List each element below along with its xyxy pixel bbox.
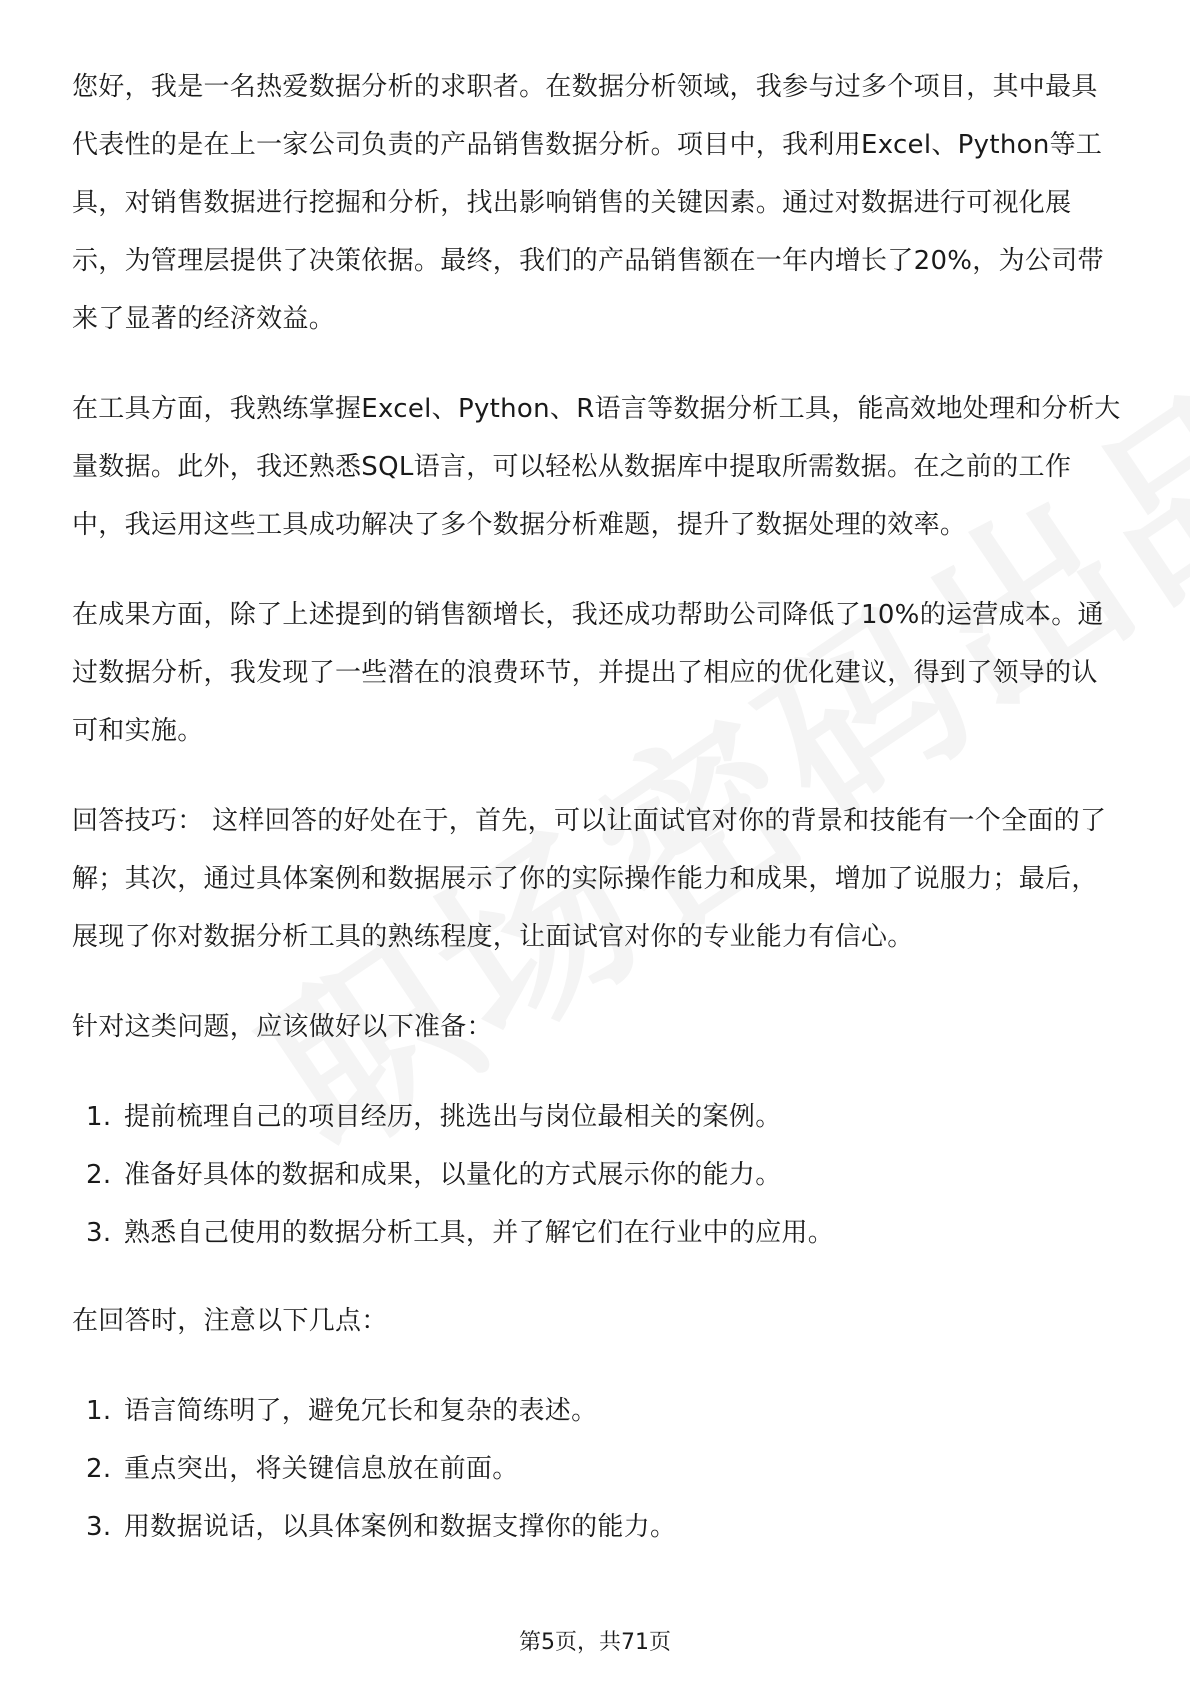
- prep-heading: 针对这类问题，应该做好以下准备：: [72, 1012, 493, 1042]
- list-item-number: 3.: [86, 1218, 112, 1248]
- paragraph-intro: 您好，我是一名热爱数据分析的求职者。在数据分析领域，我参与过多个项目，其中最具代表性的是在上一家公司负责的产品销售数据分析。项目中，我利用Excel、Python等工具，对销售数据进行挖掘和分析，找出影响销售的关键因素。通过对数据进行可视化展示，为管理层提供了决策依据。最终，我们的产品销售额在一年内增长了20%，为公司带来了显著的经济效益。: [72, 72, 1104, 334]
- list-item-text: 用数据说话，以具体案例和数据支撑你的能力。: [124, 1512, 677, 1542]
- paragraph-results: 在成果方面，除了上述提到的销售额增长，我还成功帮助公司降低了10%的运营成本。通过数据分析，我发现了一些潜在的浪费环节，并提出了相应的优化建议，得到了领导的认可和实施。: [72, 600, 1104, 746]
- list-item: [72, 1382, 1122, 1440]
- list-item-number: 2.: [86, 1160, 112, 1190]
- list-item-number: 3.: [86, 1512, 112, 1542]
- list-item-text: 准备好具体的数据和成果，以量化的方式展示你的能力。: [124, 1160, 782, 1190]
- paragraph-answer-tips: 回答技巧： 这样回答的好处在于，首先，可以让面试官对你的背景和技能有一个全面的了解；其次，通过具体案例和数据展示了你的实际操作能力和成果，增加了说服力；最后，展现了你对数据分析工具的熟练程度，让面试官对你的专业能力有信心。: [72, 806, 1107, 952]
- list-item: [72, 1440, 1122, 1498]
- notes-heading: 在回答时，注意以下几点：: [72, 1306, 388, 1336]
- list-item-number: 2.: [86, 1454, 112, 1484]
- page-number: 第5页，共71页: [519, 1630, 671, 1655]
- prep-list: [72, 1088, 1122, 1262]
- list-item-number: 1.: [86, 1102, 112, 1132]
- list-item: [72, 1088, 1122, 1146]
- notes-list: [72, 1382, 1122, 1556]
- paragraph-tools: 在工具方面，我熟练掌握Excel、Python、R语言等数据分析工具，能高效地处理和分析大量数据。此外，我还熟悉SQL语言，可以轻松从数据库中提取所需数据。在之前的工作中，我运用这些工具成功解决了多个数据分析难题，提升了数据处理的效率。: [72, 394, 1121, 540]
- list-item-text: 熟悉自己使用的数据分析工具，并了解它们在行业中的应用。: [124, 1218, 835, 1248]
- document-body: [72, 58, 1122, 1586]
- list-item: [72, 1146, 1122, 1204]
- list-item-text: 重点突出，将关键信息放在前面。: [124, 1454, 519, 1484]
- list-item: [72, 1498, 1122, 1556]
- list-item-text: 提前梳理自己的项目经历，挑选出与岗位最相关的案例。: [124, 1102, 782, 1132]
- list-item: [72, 1204, 1122, 1262]
- list-item-text: 语言简练明了，避免冗长和复杂的表述。: [124, 1396, 598, 1426]
- list-item-number: 1.: [86, 1396, 112, 1426]
